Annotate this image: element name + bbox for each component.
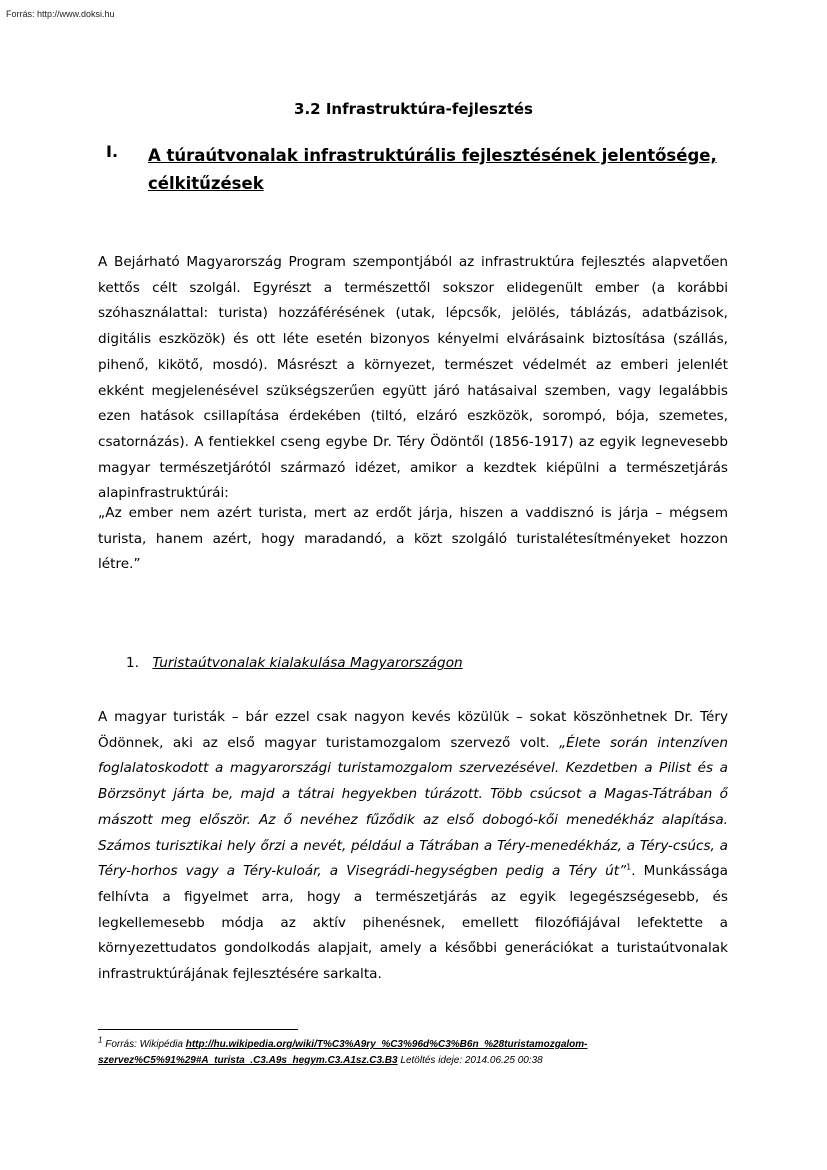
footnote bbox=[98, 1037, 738, 1069]
footnote-divider bbox=[98, 1029, 298, 1030]
paragraph-intro: A Bejárható Magyarország Program szempontjából az infrastruktúra fejlesztés alapvetően kettős célt szolgál. Egyrészt a természettől sokszor elidegenült ember (a korábbi szóhasználattal: turista) hozzáférésének (utak, lépcsők, jelölés, táblázás, adatbázisok, digitális eszközök) és ott léte esetén bizonyos kényelmi elvárásaink biztosítása (szállás, pihenő, kikötő, mosdó). Másrészt a környezet, természet védelmét az emberi jelenlét ekként megjelenésével szükségszerűen együtt járó hatásaival szemben, vagy legalábbis ezen hatások csillapítása érdekében (tiltó, elzáró eszközök, sorompó, bója, szemetes, csatornázás). A fentiekkel cseng egybe Dr. Téry Ödöntől (1856-1917) az egyik legnevesebb magyar természetjárótól származó idézet, amikor a kezdtek kiépülni a természetjárás alapinfrastruktúrái: bbox=[98, 254, 728, 502]
footnote-suffix: Letöltés ideje: 2014.06.25 00:38 bbox=[397, 1055, 543, 1066]
history-rest: . Munkássága felhívta a figyelmet arra, hogy a természetjárás az egyik legegészségesebb, és legkellemesebb módja az aktív pihenésnek, emellett filozófiájával lefektette a környezettudatos gondolkodás alapjait, amely a későbbi generációkat a turistaútvonalak infrastruktúrájának fejlesztésére sarkalta. bbox=[98, 863, 728, 983]
footnote-prefix: Forrás: Wikipédia bbox=[102, 1039, 186, 1050]
tery-quote: „Az ember nem azért turista, mert az erdőt járja, hiszen a vaddisznó is járja – mégsem turista, hanem azért, hogy maradandó, a közt szolgáló turistalétesítményeket hozzon létre.” bbox=[98, 505, 728, 573]
chapter-number: I. bbox=[106, 142, 119, 161]
paragraph-history bbox=[98, 705, 728, 988]
history-intro: A magyar turisták – bár ezzel csak nagyon kevés közülük – sokat köszönhetnek Dr. Téry Ödönnek, aki az első magyar turistamozgalom szervező volt. bbox=[98, 709, 728, 751]
section-title: 3.2 Infrastruktúra-fejlesztés bbox=[294, 100, 533, 118]
subsection-heading bbox=[126, 655, 463, 671]
footnote-reference[interactable]: 1 bbox=[626, 862, 632, 872]
source-label: Forrás: http://www.doksi.hu bbox=[6, 9, 115, 19]
footnote-link[interactable]: http://hu.wikipedia.org/wiki/T%C3%A9ry_%C3%96d%C3%B6n_%28turistamozgalom-szervez%C5%91%29#A_turista_.C3.A9s_hegym.C3.A1sz.C3.B3 bbox=[98, 1039, 588, 1066]
subsection-number: 1. bbox=[126, 655, 139, 671]
history-quote: „Élete során intenzíven foglalatoskodott a magyarországi turistamozgalom szervezésével. Kezdetben a Pilist és a Börzsönyt járta be, majd a tátrai hegyekben túrázott. Több csúcsot a Magas-Tátrában ő mászott meg először. Az ő nevéhez fűződik az első dobogó-kői menedékház alapítása. Számos turisztikai hely őrzi a nevét, például a Tátrában a Téry-menedékház, a Téry-csúcs, a Téry-horhos vagy a Téry-kuloár, a Visegrádi-hegységben pedig a Téry út” bbox=[98, 734, 728, 880]
chapter-title: A túraútvonalak infrastruktúrális fejlesztésének jelentősége, célkitűzések bbox=[148, 146, 717, 193]
subsection-title: Turistaútvonalak kialakulása Magyarországon bbox=[152, 655, 463, 671]
footnote-number: 1 bbox=[98, 1035, 103, 1045]
